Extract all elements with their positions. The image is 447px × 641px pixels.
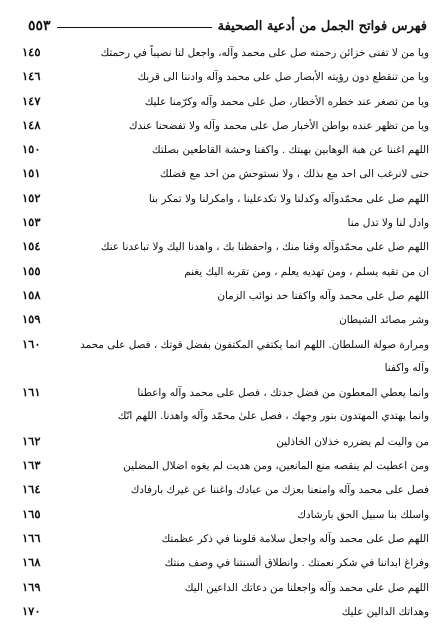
index-entry [22, 599, 429, 623]
index-entry [22, 89, 429, 113]
index-entry-line [22, 40, 429, 64]
entry-text: حتى لانرغب الى احد مع بذلك ، ولا نستوحش من احد مع فضلك [159, 168, 429, 181]
index-entry-line [22, 64, 429, 88]
entry-text: من واليت لم يضرره خذلان الخاذلين [276, 435, 429, 448]
index-entry-line [22, 599, 429, 623]
index-entry [22, 429, 429, 453]
index-entry-line [22, 550, 429, 574]
index-entry [22, 40, 429, 64]
index-entry [22, 210, 429, 234]
entry-number: ١٦٤ [22, 482, 41, 497]
index-entry-line [22, 89, 429, 113]
entry-number: ١٥٥ [22, 263, 41, 278]
entry-text: ويا من تنقطع دون رؤيته الأبصار صل على محمد وآله وادننا الى قربك [137, 71, 429, 84]
index-entry [22, 380, 429, 429]
entry-number: ١٤٨ [22, 117, 41, 132]
index-entry-line [22, 502, 429, 526]
entry-text: ومرارة صولة السلطان. اللهم انما يكتفي المكتفون بفضل قوتك ، فصل على محمد [80, 338, 429, 351]
index-entry [22, 64, 429, 88]
entry-text: ان من تقيه يسلم ، ومن تهديه يعلم ، ومن تقربه اليك يغنم [184, 265, 429, 278]
index-entry-line [22, 259, 429, 283]
entry-number: ١٦٦ [22, 530, 41, 545]
entry-number: ١٤٦ [22, 69, 41, 84]
page-header [28, 6, 427, 34]
header-rule [57, 27, 212, 28]
entry-number: ١٥٩ [22, 312, 41, 327]
entry-text: وهداتك الدالين عليك [341, 605, 429, 618]
entry-number: ١٥٨ [22, 287, 41, 302]
entry-text: اللهم صل على محمد وآله واجعلنا من دعاتك الداعين اليك [184, 581, 429, 594]
index-entry-line [22, 429, 429, 453]
index-entry [22, 550, 429, 574]
entry-text: وادل لنا ولا تدل منا [347, 217, 429, 230]
entry-number: ١٥٢ [22, 190, 41, 205]
index-entry-line [22, 113, 429, 137]
entry-text: اللهم اغننا عن هبة الوهابين بهبتك . واكفنا وحشة القاطعين بصلتك [151, 144, 429, 157]
index-entry-line [22, 356, 429, 380]
entry-text: وانما يعطي المعطون من فضل جدتك ، فصل على محمد وآله واعطنا [137, 387, 429, 400]
entry-text: وآله واكفنا [384, 361, 429, 374]
entry-text: وشر مصائد الشيطان [339, 314, 429, 327]
index-entry [22, 137, 429, 161]
index-entry-line [22, 137, 429, 161]
index-entry-line [22, 526, 429, 550]
entry-text: ومن اعطيت لم ينقصه منع المانعين، ومن هديت لم يغوه اضلال المضلين [123, 460, 429, 473]
entry-number: ١٦٨ [22, 555, 41, 570]
index-entry [22, 477, 429, 501]
index-entry [22, 453, 429, 477]
index-entry-line [22, 186, 429, 210]
index-entry [22, 307, 429, 331]
index-entry-line [22, 380, 429, 404]
entry-number: ١٦٠ [22, 336, 41, 351]
index-entry [22, 161, 429, 185]
entry-number: ١٥٣ [22, 215, 41, 230]
entry-number: ١٥١ [22, 166, 41, 181]
entry-number: ١٥٤ [22, 239, 41, 254]
entry-number: ١٤٥ [22, 45, 41, 59]
index-entry-line [22, 332, 429, 356]
index-entry-line [22, 307, 429, 331]
index-entry-line [22, 283, 429, 307]
index-entry [22, 186, 429, 210]
entry-number: ١٦١ [22, 385, 41, 400]
index-entry [22, 502, 429, 526]
entry-number: ١٦٥ [22, 506, 41, 521]
entry-text: اللهم صل على محمّدوآله وكدلنا ولا تكدعلينا ، وامكرلنا ولا تمكر بنا [148, 192, 429, 205]
index-entry [22, 332, 429, 381]
entry-text: اللهم صل على محمد وآله واجعل سلامة قلوبنا في ذكر عظمتك [161, 532, 429, 545]
index-entry-line [22, 477, 429, 501]
index-entry [22, 575, 429, 599]
page-number: ٥٥٣ [28, 18, 51, 34]
entry-text: ويا من تظهر عنده بواطن الأخبار صل على محمد وآله ولا تفضحنا عندك [128, 119, 429, 132]
entry-text: فصل على محمد وآله وامنعنا بعزك من عبادك واغننا عن غيرك بارفادك [130, 484, 429, 497]
index-entry-line [22, 234, 429, 258]
entry-text: ويا من لا تفنى خزائن رحمته صل على محمد وآله، واجعل لنا نصيباً في رحمتك [100, 47, 429, 59]
index-entry [22, 234, 429, 258]
index-list [22, 40, 429, 623]
index-entry [22, 113, 429, 137]
entry-text: ويا من تصغر عند خطره الأخطار، صل على محمد وآله وكرّمنا عليك [144, 95, 429, 108]
entry-text: واسلك بنا سبيل الحق بارشادك [297, 508, 429, 521]
index-entry [22, 283, 429, 307]
index-entry-line [22, 453, 429, 477]
index-entry-line [22, 575, 429, 599]
entry-number: ١٤٧ [22, 93, 41, 108]
entry-text: اللهم صل على محمد وآله واكفنا حد نوائب الزمان [217, 289, 429, 302]
index-entry-line [22, 404, 429, 428]
index-entry [22, 526, 429, 550]
header-title: فهرس فواتح الجمل من أدعية الصحيفة [217, 19, 427, 34]
entry-number: ١٦٢ [22, 433, 41, 448]
entry-text: اللهم صل على محمّدوآله وقنا منك ، واحفظنا بك ، واهدنا اليك ولا تباعدنا عنك [100, 241, 429, 254]
entry-number: ١٦٩ [22, 579, 41, 594]
index-entry [22, 259, 429, 283]
entry-text: وفراغ ابداننا في شكر نعمتك . وانطلاق ألسنتنا في وصف منتك [164, 557, 429, 570]
entry-number: ١٦٣ [22, 458, 41, 473]
index-entry-line [22, 161, 429, 185]
entry-number: ١٧٠ [22, 603, 41, 618]
entry-number: ١٥٠ [22, 142, 41, 157]
index-entry-line [22, 210, 429, 234]
entry-text: وانما يهتدي المهتدون بنور وجهك ، فصل علىٰ محمّد وآله واهدنا. اللهم انّك [117, 410, 429, 423]
